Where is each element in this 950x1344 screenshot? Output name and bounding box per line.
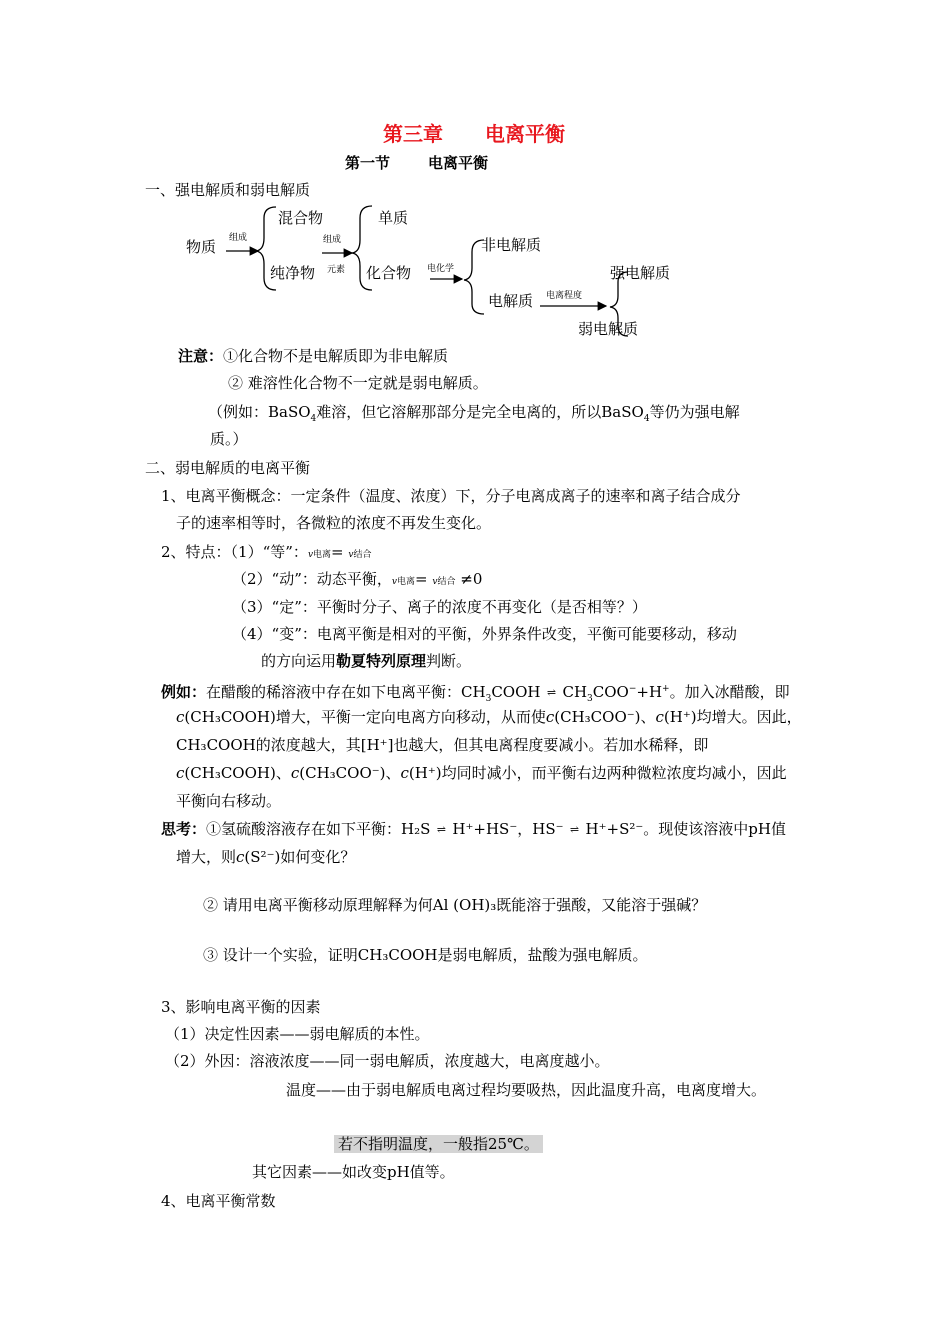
ex-l2c: (H⁺)均增大。因此， bbox=[663, 708, 802, 726]
heading-part2: 二、弱电解质的电离平衡 bbox=[145, 459, 311, 477]
think1-c: H⁺+S²⁻。现使该溶液中pH值 bbox=[585, 820, 786, 838]
sub-jiehe-2: 结合 bbox=[437, 577, 456, 587]
think-line1 bbox=[161, 818, 786, 840]
sub-dianli-2: 电离 bbox=[396, 577, 415, 587]
eq-sign-2: = bbox=[415, 570, 428, 588]
think1-b: H⁺+HS⁻，HS⁻ bbox=[452, 820, 564, 838]
v-symbol-2: v bbox=[348, 550, 354, 560]
p1-line2: 子的速率相等时，各微粒的浓度不再发生变化。 bbox=[176, 514, 492, 532]
ex-l1f: 。加入冰醋酸，即 bbox=[669, 683, 790, 701]
equilibrium-arrow-2: ⇌ bbox=[436, 823, 446, 836]
chapter-name: 电离平衡 bbox=[485, 122, 565, 146]
think1-e: (S²⁻)如何变化？ bbox=[244, 848, 356, 866]
c-symbol-4: c bbox=[176, 764, 185, 782]
example-line1: 例如：在醋酸的稀溶液中存在如下电离平衡：$CH_3COOH$ ⇌ $CH_3COO^-+H^+$。加入冰醋酸，即 bbox=[161, 683, 790, 704]
label-huahewu: 化合物 bbox=[366, 264, 412, 282]
think1-d: 增大，则 bbox=[176, 848, 237, 866]
note-3-c: 等仍为强电解 bbox=[649, 403, 740, 421]
p2-line3: （3）“定”：平衡时分子、离子的浓度不再变化（是否相等？） bbox=[232, 598, 647, 616]
ex-l1b: COOH bbox=[491, 683, 541, 701]
chapter-number: 第三章 bbox=[383, 122, 443, 146]
label-hunhewu: 混合物 bbox=[278, 209, 324, 227]
v-symbol: v bbox=[307, 550, 314, 560]
p2-line1 bbox=[161, 541, 372, 566]
note-3-a: （例如：BaSO bbox=[208, 403, 311, 421]
label-zucheng-2: 组成 bbox=[323, 235, 342, 245]
p3-3: 温度——由于弱电解质电离过程均要吸热，因此温度升高，电离度增大。 bbox=[286, 1081, 767, 1099]
section-number: 第一节 bbox=[345, 154, 391, 172]
label-danzhi: 单质 bbox=[378, 209, 409, 227]
note-3-sub1: 4 bbox=[310, 414, 317, 424]
c-symbol-6: c bbox=[400, 764, 409, 782]
v-symbol-3: v bbox=[391, 577, 397, 587]
sub-jiehe: 结合 bbox=[353, 550, 372, 560]
p2-line5 bbox=[261, 650, 471, 672]
c-symbol-7: c bbox=[236, 848, 245, 866]
label-dianlichengdu: 电离程度 bbox=[546, 291, 583, 301]
le-chatelier-principle: 勒夏特列原理 bbox=[336, 652, 427, 670]
label-dianjiezhi: 电解质 bbox=[488, 292, 534, 310]
ex-l1d: COO bbox=[592, 683, 629, 701]
c-symbol-3: c bbox=[655, 708, 664, 726]
c-symbol-2: c bbox=[545, 708, 555, 726]
p2-line2 bbox=[232, 568, 482, 593]
label-ruodianjiezhi: 弱电解质 bbox=[578, 320, 639, 338]
ex-l1e: +H bbox=[636, 683, 663, 701]
example-line3: CH₃COOH的浓度越大，其[H⁺]也越大，但其电离程度要减小。若加水稀释，即 bbox=[176, 736, 709, 754]
ex-l2b: (CH₃COO⁻)、 bbox=[554, 708, 656, 726]
ex-l1a: 在醋酸的稀溶液中存在如下电离平衡：CH bbox=[206, 683, 486, 701]
note-3-b: 难溶，但它溶解那部分是完全电离的，所以BaSO bbox=[316, 403, 644, 421]
think-label: 思考： bbox=[161, 820, 207, 838]
ex-l4b: (CH₃COO⁻)、 bbox=[299, 764, 401, 782]
c-symbol-5: c bbox=[290, 764, 300, 782]
think-3: ③ 设计一个实验，证明CH₃COOH是弱电解质，盐酸为强电解质。 bbox=[203, 946, 648, 964]
p3-heading: 3、影响电离平衡的因素 bbox=[161, 998, 321, 1016]
neq-zero: ≠0 bbox=[460, 570, 483, 588]
ex-l4c: (H⁺)均同时减小，而平衡右边两种微粒浓度均减小，因此 bbox=[408, 764, 787, 782]
label-yuansu: 元素 bbox=[327, 265, 346, 275]
note-1: ①化合物不是电解质即为非电解质 bbox=[223, 347, 449, 365]
label-zucheng-1: 组成 bbox=[229, 233, 248, 243]
label-chunjingwu: 纯净物 bbox=[270, 264, 316, 282]
heading-part1: 一、强电解质和弱电解质 bbox=[145, 181, 311, 199]
p1-line1: 1、电离平衡概念：一定条件（温度、浓度）下，分子电离成离子的速率和离子结合成分 bbox=[161, 487, 741, 505]
p2-label: 2、特点：（1）“等”： bbox=[161, 543, 308, 561]
note-2: ② 难溶性化合物不一定就是弱电解质。 bbox=[228, 374, 488, 392]
label-qiangdianjiezhi: 强电解质 bbox=[610, 264, 671, 282]
v-symbol-4: v bbox=[432, 577, 438, 587]
note-3-sub2: 4 bbox=[643, 414, 650, 424]
p4-heading: 4、电离平衡常数 bbox=[161, 1192, 276, 1210]
p3-1: （1）决定性因素——弱电解质的本性。 bbox=[165, 1025, 430, 1043]
example-label: 例如： bbox=[161, 683, 207, 701]
p2-2-label: （2）“动”：动态平衡， bbox=[232, 570, 392, 588]
p2-line4: （4）“变”：电离平衡是相对的平衡，外界条件改变，平衡可能要移动，移动 bbox=[232, 625, 737, 643]
p3-4-highlighted bbox=[334, 1133, 543, 1155]
note-3-cont: 质。） bbox=[210, 430, 248, 448]
section-name: 电离平衡 bbox=[428, 154, 489, 172]
ex-l4a: (CH₃COOH)、 bbox=[184, 764, 291, 782]
equilibrium-arrow: ⇌ bbox=[546, 686, 557, 699]
p2-4-a: 的方向运用 bbox=[261, 652, 337, 670]
ex-l1c: CH bbox=[562, 683, 588, 701]
example-line4 bbox=[176, 762, 787, 784]
note-3 bbox=[208, 401, 740, 430]
think-line2 bbox=[176, 846, 355, 868]
example-line5: 平衡向右移动。 bbox=[176, 792, 282, 810]
label-wuzhi: 物质 bbox=[186, 238, 217, 256]
example-line2 bbox=[176, 706, 802, 728]
label-dianhuaxue: 电化学 bbox=[427, 264, 455, 274]
sub-dianli: 电离 bbox=[313, 550, 332, 560]
equilibrium-arrow-3: ⇌ bbox=[569, 823, 580, 836]
ex-l2: (CH₃COOH)增大，平衡一定向电离方向移动，从而使 bbox=[184, 708, 546, 726]
note-line-1 bbox=[178, 345, 448, 367]
note-label: 注意： bbox=[178, 347, 224, 365]
p3-4: 若不指明温度，一般指25℃。 bbox=[334, 1135, 543, 1153]
p3-5: 其它因素——如改变pH值等。 bbox=[252, 1163, 455, 1181]
think-2: ② 请用电离平衡移动原理解释为何Al (OH)₃既能溶于强酸，又能溶于强碱？ bbox=[203, 896, 707, 914]
c-symbol: c bbox=[176, 708, 185, 726]
eq-sign: = bbox=[331, 543, 344, 561]
p2-4-b: 判断。 bbox=[426, 652, 472, 670]
p3-2: （2）外因：溶液浓度——同一弱电解质，浓度越大，电离度越小。 bbox=[165, 1052, 610, 1070]
think1-a: ①氢硫酸溶液存在如下平衡：H₂S bbox=[206, 820, 431, 838]
label-feidianjiezhi: 非电解质 bbox=[481, 236, 542, 254]
